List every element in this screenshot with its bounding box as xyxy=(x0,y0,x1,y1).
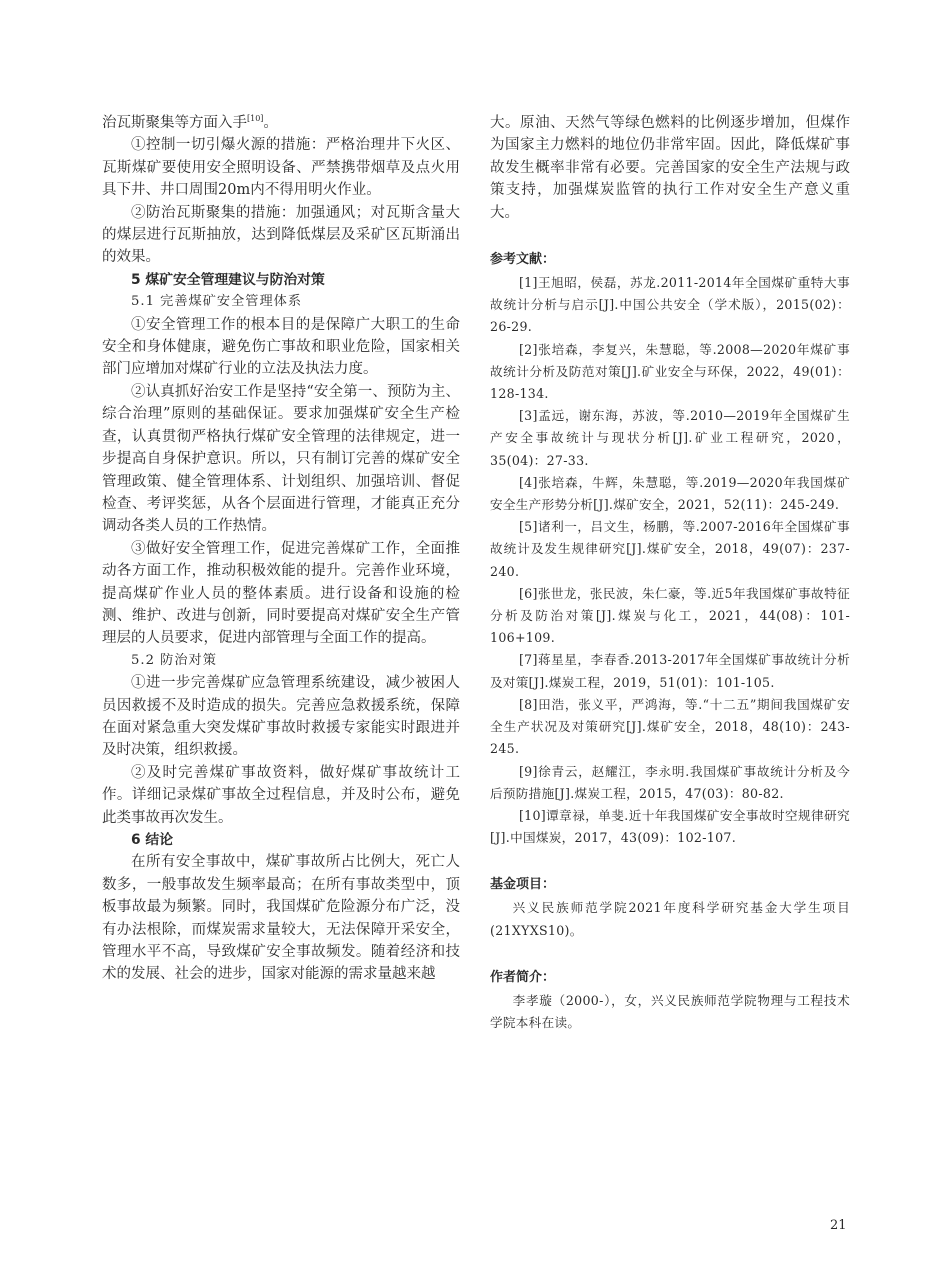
fund-heading: 基金项目： xyxy=(490,877,556,893)
fund-text: 兴义民族师范学院2021年度科学研究基金大学生项目(21XYXS10)。 xyxy=(490,900,850,938)
reference-item: [1]王旭昭，侯磊，苏龙.2011-2014年全国煤矿重特大事故统计分析与启示[J].中国公共安全（学术版），2015(02)：26-29. xyxy=(490,275,850,335)
paragraph-conclusion: 在所有安全事故中，煤矿事故所占比例大，死亡人数多，一般事故发生频率最高；在所有事故类型中，顶板事故最为频繁。同时，我国煤矿危险源分布广泛，没有办法根除，而煤炭需求量较大，无法保障开采安全，管理水平不高，导致煤矿安全事故频发。随着经济和技术的发展、社会的进步，国家对能源的需求量越来越 xyxy=(102,854,460,983)
section-heading-5: 5 煤矿安全管理建议与防治对策 xyxy=(131,271,325,288)
paragraph-conclusion-continued: 大。原油、天然气等绿色燃料的比例逐步增加，但煤作为国家主力燃料的地位仍非常牢固。因此，降低煤矿事故发生概率非常有必要。完善国家的安全生产法规与政策支持，加强煤炭监管的执行工作对安全生产意义重大。 xyxy=(490,115,850,221)
reference-item: [4]张培森，牛辉，朱慧聪，等.2019—2020年我国煤矿安全生产形势分析[J].煤矿安全，2021，52(11)：245-249. xyxy=(490,474,850,513)
reference-item: [5]诸利一，吕文生，杨鹏，等.2007-2016年全国煤矿事故统计及发生规律研究[J].煤矿安全，2018，49(07)：237-240. xyxy=(490,519,850,579)
paragraph-gas-accumulation: ②防治瓦斯聚集的措施：加强通风；对瓦斯含量大的煤层进行瓦斯抽放，达到降低煤层及采矿区瓦斯涌出的效果。 xyxy=(102,204,460,266)
right-column xyxy=(490,112,850,1034)
paragraph-safety-principle: ②认真抓好治安工作是坚持“安全第一、预防为主、综合治理”原则的基础保证。要求加强煤矿安全生产检查，认真贯彻严格执行煤矿安全管理的法律规定，进一步提高自身保护意识。所以，只有制订完善的煤矿安全管理政策、健全管理体系、计划组织、加强培训、督促检查、考评奖惩，从各个层面进行管理，才能真正充分调动各类人员的工作热情。 xyxy=(102,383,460,535)
subsection-heading-5-1: 5.1 完善煤矿安全管理体系 xyxy=(131,294,303,310)
citation-marker: [10] xyxy=(247,114,264,123)
references-heading: 参考文献： xyxy=(490,252,556,268)
reference-item: [8]田浩，张义平，严鸿海，等.“十二五”期间我国煤矿安全生产状况及对策研究[J].煤矿安全，2018，48(10)：243-245. xyxy=(490,696,850,757)
author-heading: 作者简介： xyxy=(490,969,556,985)
left-column xyxy=(102,112,460,986)
paragraph-end: 。 xyxy=(263,115,278,131)
paragraph-fire-source: ①控制一切引爆火源的措施：严格治理井下火区、瓦斯煤矿要使用安全照明设备、严禁携带烟草及点火用具下井、井口周围20m内不得用明火作业。 xyxy=(102,137,460,199)
paragraph-emergency-system: ①进一步完善煤矿应急管理系统建设，减少被困人员因救援不及时造成的损失。完善应急救援系统，保障在面对紧急重大突发煤矿事故时救援专家能实时跟进并及时决策，组织救援。 xyxy=(102,675,460,759)
author-text: 李孝璇（2000-），女，兴义民族师范学院物理与工程技术学院本科在读。 xyxy=(490,992,850,1030)
page-number: 21 xyxy=(830,1218,847,1233)
reference-item: [7]蒋星星，李春香.2013-2017年全国煤矿事故统计分析及对策[J].煤炭工程，2019，51(01)：101-105. xyxy=(490,652,850,690)
paragraph-management-goal: ①安全管理工作的根本目的是保障广大职工的生命安全和身体健康，避免伤亡事故和职业危险，国家相关部门应增加对煤矿行业的立法及执法力度。 xyxy=(102,316,460,378)
paragraph-accident-records: ②及时完善煤矿事故资料，做好煤矿事故统计工作。详细记录煤矿事故全过程信息，并及时公布，避免此类事故再次发生。 xyxy=(102,764,460,826)
reference-item: [3]孟远，谢东海，苏波，等.2010—2019年全国煤矿生产安全事故统计与现状分析[J].矿业工程研究，2020，35(04)：27-33. xyxy=(490,408,850,468)
reference-item: [10]谭章禄，单斐.近十年我国煤矿安全事故时空规律研究[J].中国煤炭，2017，43(09)：102-107. xyxy=(490,807,850,846)
reference-item: [9]徐青云，赵耀江，李永明.我国煤矿事故统计分析及今后预防措施[J].煤炭工程，2015，47(03)：80-82. xyxy=(490,763,850,801)
section-heading-6: 6 结论 xyxy=(131,832,173,848)
reference-item: [6]张世龙，张民波，朱仁豪，等.近5年我国煤矿事故特征分析及防治对策[J].煤炭与化工，2021，44(08)：101-106+109. xyxy=(490,585,850,646)
paragraph-text: 治瓦斯聚集等方面入手 xyxy=(102,115,247,131)
paragraph-management-work: ③做好安全管理工作，促进完善煤矿工作，全面推动各方面工作，推动积极效能的提升。完善作业环境，提高煤矿作业人员的整体素质。进行设备和设施的检测、维护、改进与创新，同时要提高对煤矿安全生产管理层的人员要求，促进内部管理与全面工作的提高。 xyxy=(102,540,460,647)
reference-item: [2]张培森，李复兴，朱慧聪，等.2008—2020年煤矿事故统计分析及防范对策[J].矿业安全与环保，2022，49(01)：128-134. xyxy=(490,341,850,402)
paragraph-continued xyxy=(102,112,460,134)
subsection-heading-5-2: 5.2 防治对策 xyxy=(131,652,217,668)
